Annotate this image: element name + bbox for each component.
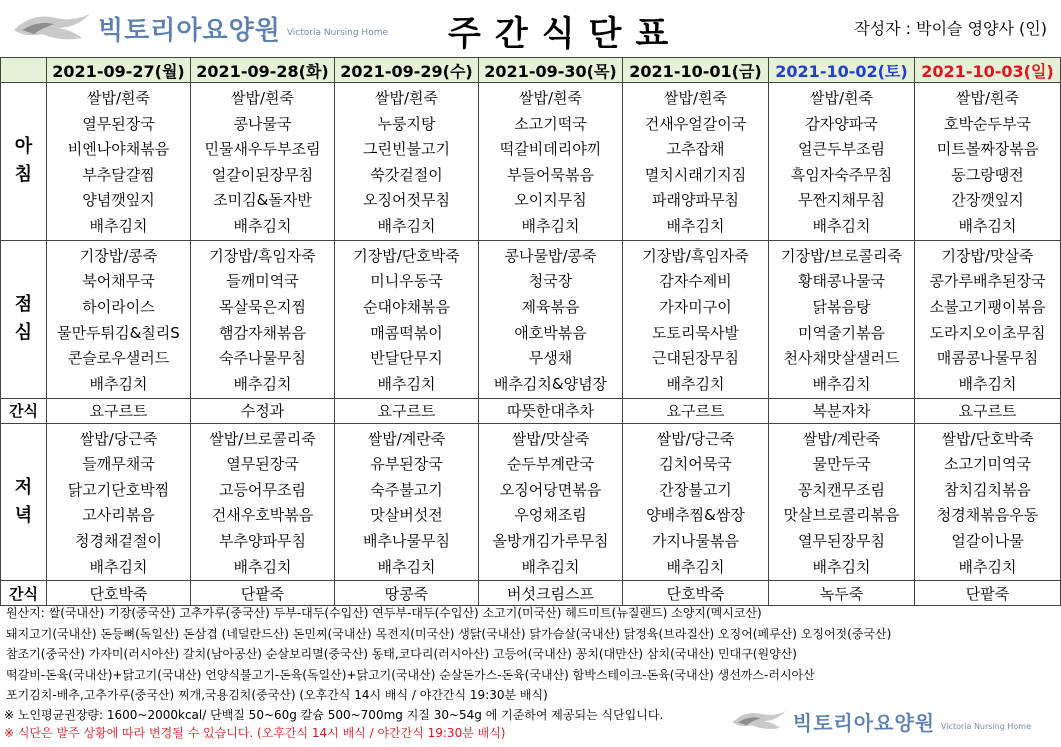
menu-item: 가지나물볶음	[652, 531, 739, 550]
menu-item: 애호박볶음	[514, 323, 587, 342]
menu-item: 배추김치	[666, 216, 725, 235]
origin-line: 돼지고기(국내산) 돈등뼈(독일산) 돈삼겹 (네덜란드산) 돈민찌(국내산) 목전지(미국산) 생닭(국내산) 닭가슴살(국내산) 닭정육(브라질산) 오징어(페루산) 오징어젓(중국산)	[6, 626, 892, 641]
logo-subtext: Victoria Nursing Home	[286, 28, 389, 38]
origin-line: 원산지: 쌀(국내산) 기장(중국산) 고추가루(중국산) 두부-대두(수입산) 연두부-대두(수입산) 소고기(미국산) 헤드미트(뉴질랜드) 소양지(멕시코산)	[6, 606, 762, 620]
menu-item: 간장불고기	[659, 480, 732, 499]
breakfast-cell	[191, 83, 335, 241]
lunch-label-char: 점	[14, 294, 33, 316]
menu-item: 도라지오이초무침	[929, 323, 1046, 342]
menu-item: 청국장	[528, 272, 573, 291]
menu-item: 쌀밥/당근죽	[656, 429, 735, 448]
menu-item: 배추김치	[233, 557, 292, 576]
menu-item: 무생채	[528, 349, 573, 368]
menu-item: 쌀밥/당근죽	[79, 429, 158, 448]
lunch-cell	[191, 240, 335, 398]
nutrition-note: ※ 노인평균권장량: 1600~2000kcal/ 단백질 50~60g 칼슘 500~700mg 지질 30~54g 에 기준하여 제공되는 식단입니다.	[4, 708, 664, 722]
footer-notes	[4, 706, 663, 742]
dinner-cell	[769, 423, 915, 581]
snack-cell: 버섯크림스프	[479, 581, 623, 606]
breakfast-cell	[47, 83, 191, 241]
menu-item: 배추김치	[521, 216, 580, 235]
menu-item: 햄감자채볶음	[219, 323, 306, 342]
dinner-cell	[191, 423, 335, 581]
weekly-menu-table	[0, 57, 1061, 606]
snack-cell: 단호박죽	[623, 581, 769, 606]
menu-item: 쌀밥/흰죽	[809, 89, 873, 107]
day-header-sunday: 2021-10-03(일)	[915, 58, 1061, 83]
lunch-label-char: 심	[14, 322, 33, 344]
menu-item: 고추잡채	[666, 140, 725, 159]
menu-item: 쌀밥/계란죽	[367, 429, 446, 448]
menu-item: 배추김치	[958, 557, 1017, 576]
menu-item: 감자양파국	[805, 114, 878, 133]
menu-item: 기장밥/콩죽	[79, 246, 158, 265]
menu-item: 쌀밥/브로콜리죽	[209, 429, 316, 448]
menu-item: 배추김치	[812, 374, 871, 393]
menu-item: 그린빈불고기	[363, 140, 450, 159]
dinner-cell	[915, 423, 1061, 581]
menu-item: 얼갈이나물	[951, 531, 1024, 550]
menu-item: 닭볶음탕	[812, 297, 871, 316]
menu-item: 비엔나야채볶음	[67, 140, 170, 159]
menu-item: 물만두튀김&칠리S	[57, 323, 180, 342]
menu-item: 건새우호박볶음	[211, 506, 314, 525]
origin-notice	[6, 603, 1056, 706]
dinner-label-char: 저	[14, 476, 33, 498]
menu-item: 닭고기단호박찜	[67, 480, 170, 499]
lunch-cell	[623, 240, 769, 398]
logo-wing-icon	[12, 8, 92, 48]
day-header-saturday: 2021-10-02(토)	[769, 58, 915, 83]
author-label: 작성자 : 박이슬 영양사 (인)	[854, 19, 1047, 38]
snack-cell: 땅콩죽	[335, 581, 479, 606]
menu-item: 오이지무침	[514, 191, 587, 210]
evening-snack-row	[1, 581, 1061, 606]
menu-item: 숙주불고기	[370, 480, 443, 499]
menu-item: 무짠지채무침	[798, 191, 885, 210]
menu-item: 가자미구이	[659, 297, 732, 316]
menu-item: 순두부계란국	[507, 455, 594, 474]
menu-item: 떡갈비데리야끼	[499, 140, 602, 159]
logo-text: 빅토리아요양원	[98, 15, 281, 46]
breakfast-label	[1, 83, 47, 241]
origin-line: 떡갈비-돈육(국내산)+닭고기(국내산) 언양식불고기-돈육(독일산)+닭고기(국내산) 순살돈가스-돈육(국내산) 함박스테이크-돈육(국내산) 생선까스-러시아산	[6, 667, 815, 682]
lunch-row	[1, 240, 1061, 398]
menu-item: 우엉채조림	[514, 506, 587, 525]
menu-item: 배추김치	[812, 216, 871, 235]
menu-item: 콩가루배추된장국	[929, 272, 1046, 291]
dinner-cell	[335, 423, 479, 581]
menu-item: 민물새우두부조림	[204, 140, 321, 159]
menu-item: 쌀밥/계란죽	[802, 429, 881, 448]
menu-item: 올방개김가루무침	[492, 531, 609, 550]
logo	[12, 6, 388, 50]
menu-item: 목살묵은지찜	[219, 297, 306, 316]
menu-item: 고등어무조림	[219, 480, 306, 499]
breakfast-cell	[335, 83, 479, 241]
menu-item: 황태콩나물국	[798, 272, 885, 291]
menu-item: 도토리묵사발	[652, 323, 739, 342]
menu-item: 배추김치	[89, 557, 148, 576]
menu-item: 유부된장국	[370, 455, 443, 474]
menu-item: 배추김치	[958, 216, 1017, 235]
menu-item: 열무된장국	[226, 455, 299, 474]
dinner-cell	[623, 423, 769, 581]
menu-item: 소고기미역국	[944, 455, 1031, 474]
lunch-cell	[479, 240, 623, 398]
menu-item: 맛살브로콜리볶음	[783, 506, 900, 525]
breakfast-label-char: 침	[14, 164, 33, 186]
menu-item: 양념깻잎지	[82, 191, 155, 210]
menu-item: 물만두국	[812, 455, 871, 474]
menu-item: 배추김치	[377, 216, 436, 235]
lunch-cell	[335, 240, 479, 398]
menu-item: 배추김치	[89, 216, 148, 235]
menu-item: 쌀밥/흰죽	[663, 89, 727, 107]
menu-item: 쌀밥/흰죽	[86, 89, 150, 107]
menu-item: 감자수제비	[659, 272, 732, 291]
menu-item: 배추김치	[89, 374, 148, 393]
menu-item: 배추김치	[377, 374, 436, 393]
menu-item: 제육볶음	[521, 297, 580, 316]
snack-cell: 단호박죽	[47, 581, 191, 606]
afternoon-snack-row	[1, 398, 1061, 423]
snack-cell: 단팥죽	[915, 581, 1061, 606]
menu-item: 오징어당면볶음	[499, 480, 602, 499]
snack-cell: 녹두죽	[769, 581, 915, 606]
dinner-cell	[47, 423, 191, 581]
menu-item: 매콤떡볶이	[370, 323, 443, 342]
menu-item: 하이라이스	[82, 297, 155, 316]
snack-cell: 단팥죽	[191, 581, 335, 606]
menu-item: 부추달걀찜	[82, 165, 155, 184]
menu-item: 기장밥/브로콜리죽	[781, 246, 902, 265]
footer-logo-subtext: Victoria Nursing Home	[941, 721, 1031, 731]
menu-item: 반달단무지	[370, 349, 443, 368]
menu-item: 쌀밥/흰죽	[230, 89, 294, 107]
menu-item: 참치김치볶음	[944, 480, 1031, 499]
snack-cell: 요구르트	[47, 398, 191, 423]
change-notice: ※ 식단은 발주 상황에 따라 변경될 수 있습니다. (오후간식 14시 배식 / 야간간식 19:30분 배식)	[4, 726, 506, 740]
menu-item: 콘슬로우샐러드	[67, 349, 170, 368]
menu-item: 양배추찜&쌈장	[646, 506, 745, 525]
menu-item: 기장밥/흑임자죽	[209, 246, 316, 265]
menu-item: 오징어젓무침	[363, 191, 450, 210]
menu-item: 매콤콩나물무침	[936, 349, 1039, 368]
breakfast-cell	[623, 83, 769, 241]
menu-item: 배추김치	[666, 557, 725, 576]
menu-item: 꽁치캔무조림	[798, 480, 885, 499]
menu-item: 멸치시래기지짐	[644, 165, 747, 184]
menu-item: 쑥갓겉절이	[370, 165, 443, 184]
snack-cell: 요구르트	[915, 398, 1061, 423]
menu-item: 맛살버섯전	[370, 506, 443, 525]
menu-item: 배추나물무침	[363, 531, 450, 550]
day-header: 2021-09-27(월)	[47, 58, 191, 83]
menu-item: 배추김치	[521, 557, 580, 576]
snack-cell: 따뜻한대추차	[479, 398, 623, 423]
snack-cell: 요구르트	[623, 398, 769, 423]
menu-item: 쌀밥/맛살죽	[511, 429, 590, 448]
snack-label: 간식	[1, 581, 47, 606]
menu-item: 건새우얼갈이국	[644, 114, 747, 133]
lunch-label	[1, 240, 47, 398]
menu-item: 열무된장무침	[798, 531, 885, 550]
menu-item: 누룽지탕	[377, 114, 436, 133]
menu-item: 동그랑땡전	[951, 165, 1024, 184]
lunch-cell	[47, 240, 191, 398]
dinner-cell	[479, 423, 623, 581]
breakfast-cell	[769, 83, 915, 241]
day-header: 2021-09-30(목)	[479, 58, 623, 83]
menu-item: 고사리볶음	[82, 506, 155, 525]
page-title: 주간식단표	[448, 14, 683, 54]
menu-item: 흑임자숙주무침	[790, 165, 893, 184]
menu-item: 배추김치	[812, 557, 871, 576]
header	[0, 0, 1061, 58]
menu-item: 순대야채볶음	[363, 297, 450, 316]
menu-item: 얼갈이된장무침	[211, 165, 314, 184]
breakfast-label-char: 아	[14, 136, 33, 158]
menu-item: 파래양파무침	[652, 191, 739, 210]
menu-item: 쌀밥/흰죽	[955, 89, 1019, 107]
origin-line: 참조기(중국산) 가자미(러시아산) 갈치(남아공산) 순살보리멸(중국산) 동태,코다리(러시아산) 고등어(국내산) 꽁치(대만산) 삼치(국내산) 민대구(원양산)	[6, 647, 797, 661]
menu-item: 부추양파무침	[219, 531, 306, 550]
dinner-label-char: 녁	[14, 504, 33, 526]
menu-item: 얼큰두부조림	[798, 140, 885, 159]
menu-item: 청경채볶음우동	[936, 506, 1039, 525]
snack-label: 간식	[1, 398, 47, 423]
menu-item: 청경채겉절이	[75, 531, 162, 550]
menu-item: 콩나물밥/콩죽	[504, 246, 597, 265]
menu-item: 배추김치&양념장	[493, 374, 608, 393]
menu-item: 숙주나물무침	[219, 349, 306, 368]
menu-item: 북어채무국	[82, 272, 155, 291]
dinner-label	[1, 423, 47, 581]
menu-item: 간장깻잎지	[951, 191, 1024, 210]
day-header: 2021-09-29(수)	[335, 58, 479, 83]
corner-cell	[1, 58, 47, 83]
snack-cell: 복분자차	[769, 398, 915, 423]
breakfast-row	[1, 83, 1061, 241]
menu-item: 들깨무채국	[82, 455, 155, 474]
breakfast-cell	[915, 83, 1061, 241]
menu-item: 배추김치	[958, 374, 1017, 393]
menu-item: 쌀밥/단호박죽	[941, 429, 1034, 448]
menu-item: 근대된장무침	[652, 349, 739, 368]
menu-item: 미역줄기볶음	[798, 323, 885, 342]
menu-item: 조미김&돌자반	[213, 191, 312, 210]
lunch-cell	[769, 240, 915, 398]
menu-item: 열무된장국	[82, 114, 155, 133]
menu-item: 소불고기팽이볶음	[929, 297, 1046, 316]
menu-item: 들깨미역국	[226, 272, 299, 291]
menu-item: 쌀밥/흰죽	[518, 89, 582, 107]
menu-item: 미니우동국	[370, 272, 443, 291]
menu-item: 배추김치	[377, 557, 436, 576]
footer-logo-text: 빅토리아요양원	[792, 710, 936, 735]
menu-item: 미트볼짜장볶음	[936, 140, 1039, 159]
menu-item: 부들어묵볶음	[507, 165, 594, 184]
menu-item: 김치어묵국	[659, 455, 732, 474]
menu-item: 배추김치	[233, 216, 292, 235]
day-header: 2021-10-01(금)	[623, 58, 769, 83]
menu-item: 쌀밥/흰죽	[374, 89, 438, 107]
origin-line: 포기김치-배추,고추가루(중국산) 찌개,국용김치(중국산) (오후간식 14시 배식 / 야간간식 19:30분 배식)	[6, 688, 548, 702]
lunch-cell	[915, 240, 1061, 398]
menu-item: 소고기떡국	[514, 114, 587, 133]
menu-item: 콩나물국	[233, 114, 292, 133]
breakfast-cell	[479, 83, 623, 241]
menu-item: 배추김치	[233, 374, 292, 393]
snack-cell: 요구르트	[335, 398, 479, 423]
menu-item: 기장밥/맛살죽	[941, 246, 1034, 265]
snack-cell: 수정과	[191, 398, 335, 423]
footer-logo	[731, 706, 1031, 736]
day-header: 2021-09-28(화)	[191, 58, 335, 83]
menu-item: 기장밥/단호박죽	[353, 246, 460, 265]
date-header-row	[1, 58, 1061, 83]
menu-item: 기장밥/흑임자죽	[642, 246, 749, 265]
menu-item: 천사채맛살샐러드	[783, 349, 900, 368]
dinner-row	[1, 423, 1061, 581]
menu-item: 배추김치	[666, 374, 725, 393]
menu-item: 호박순두부국	[944, 114, 1031, 133]
logo-wing-icon	[731, 706, 787, 736]
